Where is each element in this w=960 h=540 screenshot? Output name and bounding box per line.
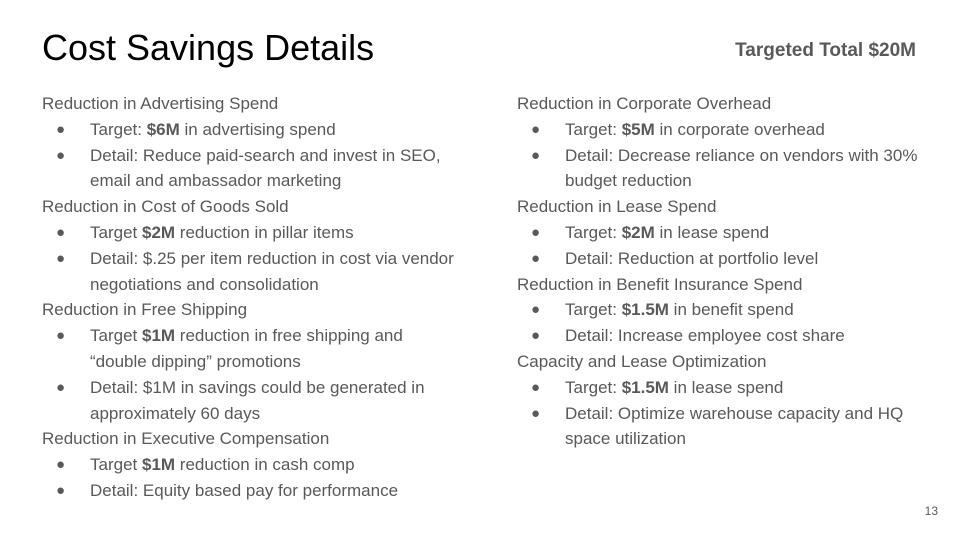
bullet-text: Detail: Reduce paid-search and invest in SEO, email and ambassador marketing bbox=[90, 145, 441, 191]
bullet-amount: $1M bbox=[141, 326, 176, 346]
bullet-text: Target: bbox=[565, 119, 622, 139]
section-heading: Reduction in Executive Compensation bbox=[42, 429, 330, 449]
bullet-amount: $6M bbox=[146, 119, 180, 139]
section-heading: Reduction in Corporate Overhead bbox=[517, 94, 772, 113]
bullet-item bbox=[42, 246, 462, 298]
bullet-amount: $1M bbox=[141, 455, 176, 475]
bullet-dot-icon: ● bbox=[531, 146, 541, 164]
bullet-dot-icon: ● bbox=[56, 481, 66, 499]
bullet-dot-icon: ● bbox=[531, 378, 541, 396]
bullet-dot-icon: ● bbox=[56, 378, 66, 396]
bullet-item bbox=[517, 117, 937, 143]
bullet-dot-icon: ● bbox=[531, 249, 541, 267]
bullet-text: Detail: Reduction at portfolio level bbox=[565, 248, 819, 268]
bullet-text: Target bbox=[90, 455, 142, 475]
bullet-text-rest: in benefit spend bbox=[668, 300, 794, 320]
bullet-text-rest: reduction in cash comp bbox=[175, 455, 355, 475]
section-heading: Capacity and Lease Optimization bbox=[517, 351, 767, 371]
bullet-text-rest: in advertising spend bbox=[179, 119, 336, 139]
bullet-text: Detail: $.25 per item reduction in cost via vendor negotiations and consolidation bbox=[90, 248, 454, 294]
bullet-dot-icon: ● bbox=[531, 223, 541, 241]
slide-subtitle: Targeted Total $20M bbox=[735, 40, 916, 61]
left-column bbox=[42, 91, 462, 504]
bullet-text: Target: bbox=[565, 300, 622, 320]
bullet-text: Detail: Equity based pay for performance bbox=[90, 480, 399, 500]
slide-title: Cost Savings Details bbox=[42, 27, 375, 68]
bullet-item bbox=[42, 478, 462, 504]
bullet-item bbox=[517, 375, 937, 401]
bullet-text: Target: bbox=[565, 222, 622, 242]
bullet-dot-icon: ● bbox=[56, 249, 66, 267]
bullet-dot-icon: ● bbox=[56, 223, 66, 241]
bullet-amount: $1.5M bbox=[621, 300, 669, 320]
bullet-item bbox=[42, 452, 462, 478]
bullet-text: Detail: $1M in savings could be generated in approximately 60 days bbox=[90, 377, 425, 423]
bullet-item bbox=[517, 401, 937, 453]
bullet-text: Target: bbox=[565, 377, 622, 397]
bullet-text: Target bbox=[90, 222, 142, 242]
bullet-text-rest: in lease spend bbox=[654, 222, 770, 242]
bullet-item bbox=[42, 220, 462, 246]
section-heading: Reduction in Advertising Spend bbox=[42, 94, 279, 113]
right-column bbox=[517, 91, 937, 452]
bullet-dot-icon: ● bbox=[531, 404, 541, 422]
bullet-text: Target bbox=[90, 326, 142, 346]
bullet-text-rest: in lease spend bbox=[668, 377, 784, 397]
bullet-item bbox=[42, 323, 462, 375]
bullet-text: Detail: Decrease reliance on vendors with 30% budget reduction bbox=[565, 145, 918, 191]
bullet-amount: $2M bbox=[621, 222, 655, 242]
bullet-item bbox=[42, 117, 462, 143]
section-heading: Reduction in Benefit Insurance Spend bbox=[517, 274, 803, 294]
bullet-dot-icon: ● bbox=[531, 120, 541, 138]
bullet-amount: $2M bbox=[141, 222, 176, 242]
bullet-text-rest: in corporate overhead bbox=[654, 119, 825, 139]
bullet-item bbox=[517, 297, 937, 323]
section-heading: Reduction in Lease Spend bbox=[517, 197, 717, 217]
bullet-text: Detail: Optimize warehouse capacity and HQ space utilization bbox=[565, 403, 904, 449]
section-heading: Reduction in Cost of Goods Sold bbox=[42, 197, 289, 217]
page-number: 13 bbox=[924, 504, 938, 518]
bullet-text: Target: bbox=[90, 119, 147, 139]
bullet-dot-icon: ● bbox=[531, 301, 541, 319]
bullet-dot-icon: ● bbox=[56, 456, 66, 474]
bullet-amount: $5M bbox=[621, 119, 655, 139]
bullet-dot-icon: ● bbox=[56, 120, 66, 138]
bullet-dot-icon: ● bbox=[56, 146, 66, 164]
bullet-item bbox=[517, 246, 937, 272]
bullet-dot-icon: ● bbox=[56, 327, 66, 345]
bullet-amount: $1.5M bbox=[621, 377, 669, 397]
bullet-item bbox=[42, 375, 462, 427]
bullet-item bbox=[517, 143, 937, 195]
bullet-item bbox=[517, 323, 937, 349]
bullet-item bbox=[517, 220, 937, 246]
section-heading: Reduction in Free Shipping bbox=[42, 300, 248, 320]
bullet-dot-icon: ● bbox=[531, 327, 541, 345]
bullet-text-rest: reduction in free shipping and “double dipping” promotions bbox=[90, 326, 403, 371]
bullet-item bbox=[42, 143, 462, 195]
bullet-text: Detail: Increase employee cost share bbox=[565, 326, 845, 346]
bullet-text-rest: reduction in pillar items bbox=[175, 222, 354, 242]
